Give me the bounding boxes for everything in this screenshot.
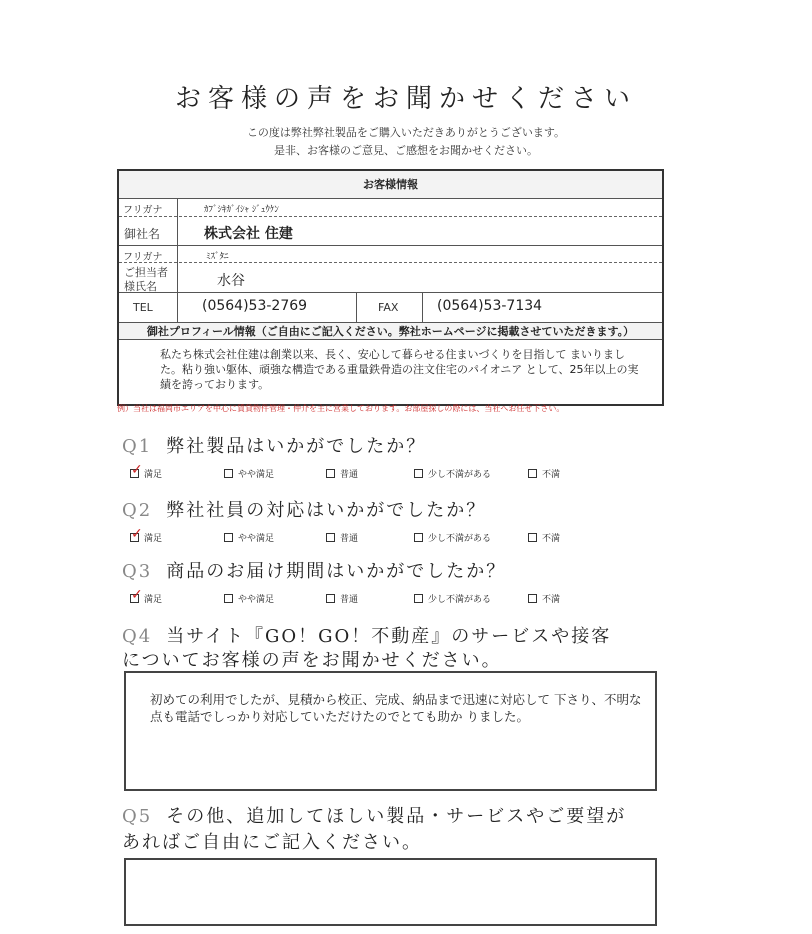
checkbox-icon[interactable] — [414, 594, 423, 603]
person-furigana-label: フリガナ — [123, 252, 163, 263]
checkbox-icon[interactable] — [224, 469, 233, 478]
question-1-text: 弊社製品はいかがでしたか？ — [166, 436, 427, 457]
checkbox-icon[interactable] — [528, 594, 537, 603]
checkbox-icon[interactable] — [224, 594, 233, 603]
company-field[interactable]: 株式会社 住建 — [204, 226, 293, 242]
intro-line-1: この度は弊社弊社製品をご購入いただきありがとうございます。 — [246, 126, 566, 139]
q2-option-3[interactable]: 普通 — [326, 531, 358, 544]
q1-option-2[interactable]: やや満足 — [224, 467, 274, 480]
q3-option-1[interactable]: ✓ 満足 — [130, 592, 162, 605]
person-label-2: 様氏名 — [124, 280, 157, 293]
q3-option-3[interactable]: 普通 — [326, 592, 358, 605]
checkbox-icon[interactable] — [224, 533, 233, 542]
checkbox-checked-icon[interactable] — [130, 594, 139, 603]
checkbox-icon[interactable] — [326, 469, 335, 478]
example-note: 例）当社は福岡市エリアを中心に賃貸物件管理・仲介を主に営業しております。お部屋探しの際には、当社へお任せ下さい。 — [117, 404, 565, 413]
q1-option-4[interactable]: 少し不満がある — [414, 467, 491, 480]
profile-text[interactable]: 私たち株式会社住建は創業以来、長く、安心して暮らせる住まいづくりを目指して まいりました。粘り強い躯体、頑強な構造である重量鉄骨造の注文住宅のパイオニア として、25年以上の実績を誇っております。 — [160, 348, 639, 391]
question-4-number: Q4 — [122, 626, 153, 647]
checkbox-icon[interactable] — [528, 469, 537, 478]
question-3-number: Q3 — [122, 561, 153, 582]
fax-label: FAX — [378, 301, 399, 314]
checkbox-icon[interactable] — [326, 533, 335, 542]
q2-option-5[interactable]: 不満 — [528, 531, 560, 544]
question-5 — [122, 802, 626, 828]
company-furigana-label: フリガナ — [123, 205, 163, 216]
q3-option-2[interactable]: やや満足 — [224, 592, 274, 605]
q2-option-4[interactable]: 少し不満がある — [414, 531, 491, 544]
tel-field[interactable]: (0564)53-2769 — [202, 298, 308, 314]
question-5-line-1: その他、追加してほしい製品・サービスやご要望が — [166, 806, 627, 827]
q4-answer-text[interactable]: 初めての利用でしたが、見積から校正、完成、納品まで迅速に対応して 下さり、不明な点も電話でしっかり対応していただけたのでとても助か りました。 — [150, 692, 642, 724]
company-label: 御社名 — [124, 227, 161, 241]
q1-option-1[interactable]: ✓ 満足 — [130, 467, 162, 480]
person-field[interactable]: 水谷 — [217, 273, 245, 289]
checkbox-icon[interactable] — [414, 469, 423, 478]
question-5-number: Q5 — [122, 806, 153, 827]
q3-option-5[interactable]: 不満 — [528, 592, 560, 605]
q4-answer-box[interactable] — [124, 671, 657, 791]
q1-option-3[interactable]: 普通 — [326, 467, 358, 480]
q1-option-5[interactable]: 不満 — [528, 467, 560, 480]
q2-option-1[interactable]: ✓ 満足 — [130, 531, 162, 544]
checkbox-icon[interactable] — [414, 533, 423, 542]
checkbox-checked-icon[interactable] — [130, 533, 139, 542]
question-2 — [122, 496, 486, 522]
fax-field[interactable]: (0564)53-7134 — [437, 298, 543, 314]
person-furigana-field[interactable]: ﾐｽﾞﾀﾆ — [206, 252, 229, 262]
q3-option-4[interactable]: 少し不満がある — [414, 592, 491, 605]
question-3-text: 商品のお届け期間はいかがでしたか？ — [166, 561, 507, 582]
question-3 — [122, 557, 506, 583]
question-2-text: 弊社社員の対応はいかがでしたか？ — [166, 500, 487, 521]
q5-answer-box[interactable] — [124, 858, 657, 926]
checkbox-icon[interactable] — [326, 594, 335, 603]
customer-info-header: お客様情報 — [119, 171, 662, 199]
checkbox-icon[interactable] — [528, 533, 537, 542]
question-5-line-2: あればご自由にご記入ください。 — [122, 832, 422, 853]
checkbox-checked-icon[interactable] — [130, 469, 139, 478]
question-4 — [122, 622, 611, 648]
intro-line-2: 是非、お客様のご意見、ご感想をお聞かせください。 — [274, 144, 538, 157]
company-furigana-field[interactable]: ｶﾌﾞｼｷｶﾞｲｼｬ ｼﾞｭｳｹﾝ — [204, 205, 279, 215]
q2-option-2[interactable]: やや満足 — [224, 531, 274, 544]
question-4-line-2: についてお客様の声をお聞かせください。 — [122, 650, 502, 671]
tel-label: TEL — [133, 301, 153, 314]
question-1-number: Q1 — [122, 436, 153, 457]
page-title: お客様の声をお聞かせください — [174, 84, 637, 114]
question-1 — [122, 432, 426, 458]
question-2-number: Q2 — [122, 500, 153, 521]
profile-header: 御社プロフィール情報（ご自由にご記入ください。弊社ホームページに掲載させていただきます。） — [119, 322, 662, 340]
question-4-line-1: 当サイト『GO！GO！不動産』のサービスや接客 — [166, 626, 612, 647]
person-label-1: ご担当者 — [124, 266, 168, 279]
